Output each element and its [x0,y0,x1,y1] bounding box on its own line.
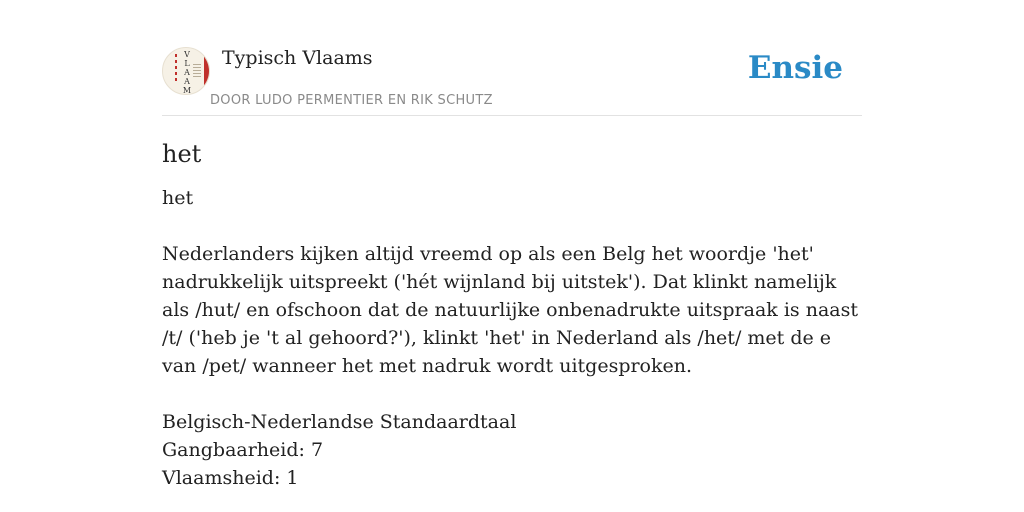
logo-letters: V L A A M [182,50,192,95]
entry-vlaamsheid: Vlaamsheid: 1 [162,467,299,489]
entry-term: het [162,187,194,209]
entry-meta [162,408,862,492]
logo-stripe [204,54,209,90]
logo-accent [175,54,177,84]
entry-content [162,136,862,492]
entry-definition: Nederlanders kijken altijd vreemd op als een Belg het woordje 'het' nadrukkelijk uitspreekt ('hét wijnland bij uitstek'). Dat klinkt namelijk als /hut/ en ofschoon dat de natuurlijke onbenadrukte uitspraak is naast /t/ ('heb je 't al gehoord?'), klinkt 'het' in Nederland als /het/ met de e van /pet/ wanneer het met nadruk wordt uitgesproken. [162,243,858,377]
ensie-logo[interactable]: Ensie [747,50,843,86]
blog-title[interactable]: Typisch Vlaams [222,47,373,69]
blog-header [162,40,862,116]
entry-category: Belgisch-Nederlandse Standaardtaal [162,411,517,433]
entry-title: het [162,140,202,168]
blog-byline: DOOR LUDO PERMENTIER EN RIK SCHUTZ [210,93,493,108]
entry-gangbaarheid: Gangbaarheid: 7 [162,439,324,461]
blog-avatar[interactable] [162,47,210,95]
logo-lines [193,64,201,78]
